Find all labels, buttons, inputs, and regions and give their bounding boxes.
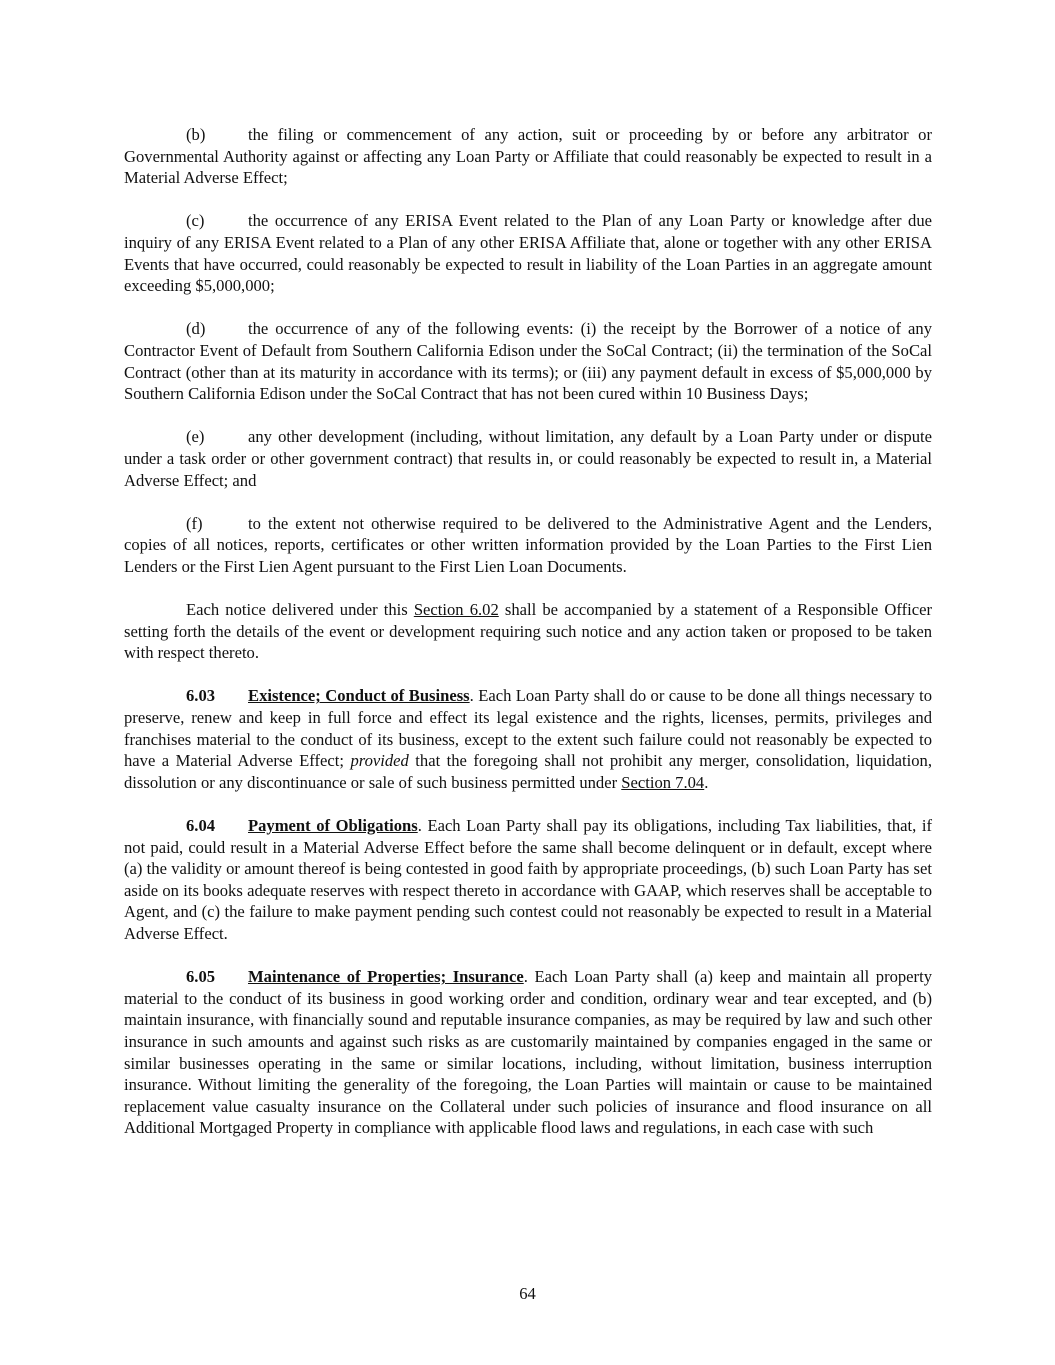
notice-text-before: Each notice delivered under this [186, 600, 414, 620]
notice-paragraph [124, 599, 932, 664]
document-page [124, 124, 932, 1161]
provided-term: provided [350, 751, 409, 771]
clause-marker: (e) [186, 427, 205, 447]
clause-text: the filing or commencement of any action, suit or proceeding by or before any arbitrator or Governmental Authority against or affecting any Loan Party or Affiliate that could reasonably be expected to result in a Material Adverse Effect; [124, 125, 932, 188]
clause-marker: (b) [186, 125, 206, 144]
section-7-04-reference: Section 7.04 [621, 772, 705, 792]
section-text-after: . [704, 772, 709, 792]
page-number: 64 [519, 1284, 536, 1303]
clause-f [124, 513, 932, 578]
notice-text-after: shall be accompanied by a statement of a Responsible Officer setting forth the details of the event or development requiring such notice and any action taken or proposed to be taken with respect thereto. [124, 600, 932, 663]
section-6-02-reference: Section 6.02 [413, 600, 499, 620]
clause-text: the occurrence of any ERISA Event related to the Plan of any Loan Party or knowledge after due inquiry of any ERISA Event related to a Plan of any other ERISA Affiliate that, alone or together with any other ERISA Events that have occurred, could reasonably be expected to result in liability of the Loan Parties in an aggregate amount exceeding $5,000,000; [124, 211, 932, 296]
clause-text: to the extent not otherwise required to be delivered to the Administrative Agent and the Lenders, copies of all notices, reports, certificates or other written information provided by the Loan Parties to the First Lien Lenders or the First Lien Agent pursuant to the First Lien Loan Documents. [124, 513, 932, 576]
section-title: Payment of Obligations [248, 816, 418, 835]
clause-e [124, 426, 932, 491]
section-text-before: . Each Loan Party shall do or cause to be done all things necessary to preserve, renew and keep in full force and effect its legal existence and the rights, licenses, permits, privileges and franchises material to the conduct of its business, except to the extent such failure could not reasonably be expected to have a Material Adverse Effect; [124, 686, 933, 771]
clause-text: any other development (including, without limitation, any default by a Loan Party under or dispute under a task order or other government contract) that results in, or could reasonably be expected to result in, a Material Adverse Effect; and [124, 427, 932, 490]
section-6-05 [124, 966, 932, 1139]
section-title: Existence; Conduct of Business [248, 686, 470, 706]
section-text: . Each Loan Party shall (a) keep and maintain all property material to the conduct of its business in good working order and condition, ordinary wear and tear excepted, and (b) maintain insurance, with financially sound and reputable insurance companies, as may be required by law and such other insurance in such amounts and against such risks as are customarily maintained by companies engaged in the same or similar businesses operating in the same or similar locations, including, without limitation, business interruption insurance. Without limiting the generality of the foregoing, the Loan Parties will maintain or cause to be maintained replacement value casualty insurance on the Collateral under such policies of insurance and flood insurance on all Additional Mortgaged Property in compliance with applicable flood laws and regulations, in each case with such [124, 967, 932, 1138]
section-text-middle: that the foregoing shall not prohibit any merger, consolidation, liquidation, dissolution or any discontinuance or sale of such business permitted under [124, 751, 932, 792]
section-6-03 [124, 685, 932, 793]
clause-c [124, 210, 932, 296]
section-text: . Each Loan Party shall pay its obligations, including Tax liabilities, that, if not paid, could result in a Material Adverse Effect before the same shall become delinquent or in default, except where (a) the validity or amount thereof is being contested in good faith by appropriate proceedings, (b) such Loan Party has set aside on its books adequate reserves with respect thereto in accordance with GAAP, which reserves shall be acceptable to Agent, and (c) the failure to make payment pending such contest could not reasonably be expected to result in a Material Adverse Effect. [124, 816, 932, 943]
section-number: 6.05 [186, 967, 216, 987]
clause-marker: (f) [186, 513, 203, 533]
section-title: Maintenance of Properties; Insurance [248, 967, 524, 987]
section-6-04 [124, 815, 932, 945]
clause-b [124, 124, 932, 189]
clause-text: the occurrence of any of the following events: (i) the receipt by the Borrower of a notice of any Contractor Event of Default from Southern California Edison under the SoCal Contract; (ii) the termination of the SoCal Contract (other than at its maturity in accordance with its terms); or (iii) any payment default in excess of $5,000,000 by Southern California Edison under the SoCal Contract that has not been cured within 10 Business Days; [124, 319, 932, 404]
section-number: 6.04 [186, 816, 216, 835]
section-number: 6.03 [186, 686, 216, 706]
clause-marker: (c) [186, 211, 205, 231]
clause-d [124, 318, 932, 404]
clause-marker: (d) [186, 319, 206, 339]
